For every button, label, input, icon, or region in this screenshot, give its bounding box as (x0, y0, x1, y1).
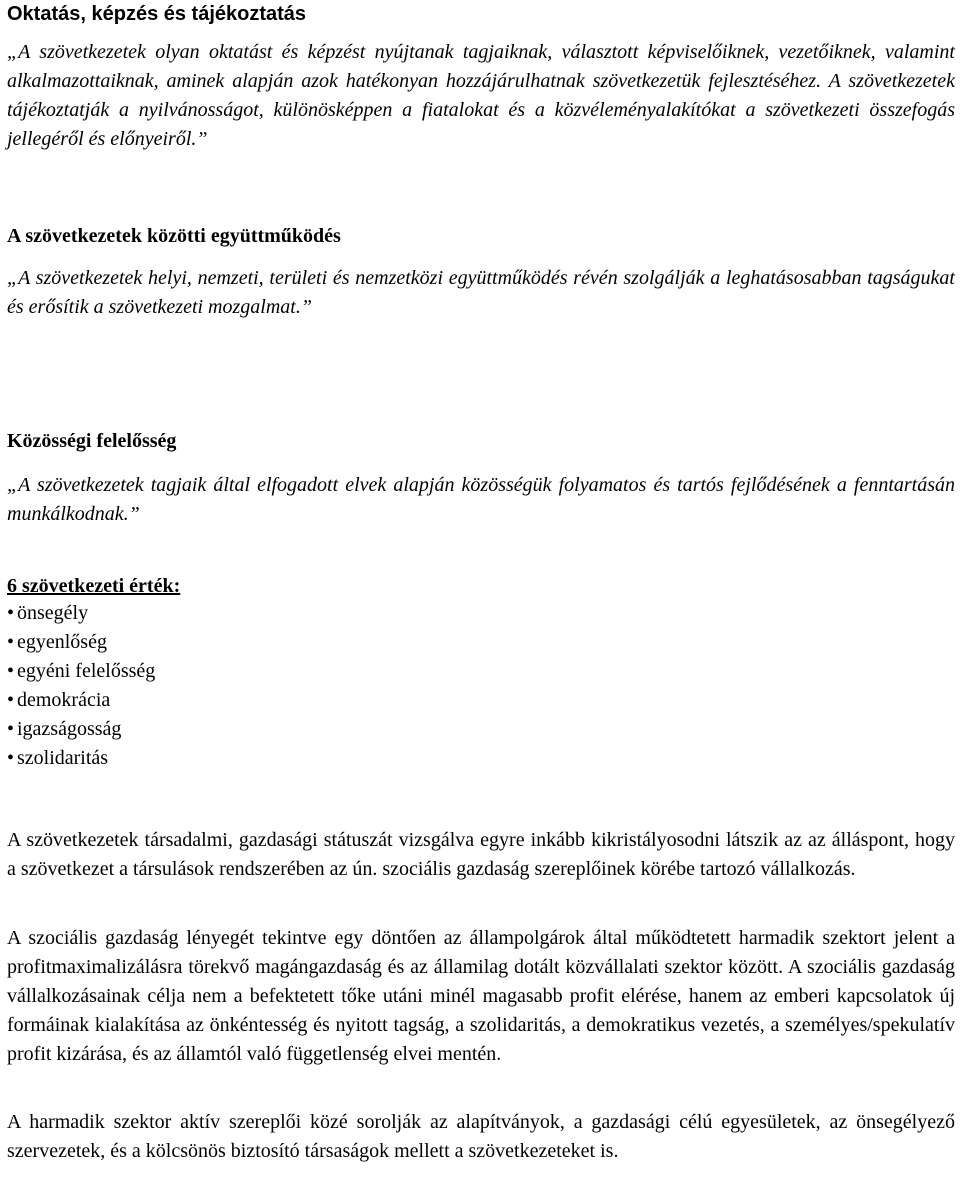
values-list (7, 599, 155, 773)
section-title-education: Oktatás, képzés és tájékoztatás (7, 3, 307, 25)
bullet-icon: • (7, 747, 15, 769)
bullet-icon: • (7, 718, 15, 740)
list-item (7, 599, 155, 628)
paragraph-social-economy: A szociális gazdaság lényegét tekintve egy döntően az állampolgárok által működtetett harmadik szektort jelent a profitmaximalizálásra törekvő magángazdaság és az államilag dotált közvállalati szektor között. A szociális gazdaság vállalkozásainak célja nem a befektetett tőke utáni minél magasabb profit elérése, hanem az emberi kapcsolatok új formáinak kialakítása az önkéntesség és nyitott tagság, a szolidaritás, a demokratikus vezetés, a személyes/spekulatív profit kizárása, és az államtól való függetlenség elvei mentén. (7, 927, 955, 1065)
bullet-icon: • (7, 660, 15, 682)
list-item (7, 715, 155, 744)
paragraph-social-status: A szövetkezetek társadalmi, gazdasági státuszát vizsgálva egyre inkább kikristályosodni látszik az az álláspont, hogy a szövetkezet a társulások rendszerében az ún. szociális gazdaság szereplőinek körébe tartozó vállalkozás. (7, 829, 955, 880)
list-item (7, 657, 155, 686)
list-item (7, 744, 155, 773)
list-item-label: egyenlőség (17, 631, 107, 653)
section-quote-cooperation: „A szövetkezetek helyi, nemzeti, területi és nemzetközi együttműködés révén szolgálják a leghatásosabban tagságukat és erősítik a szövetkezeti mozgalmat.” (7, 267, 955, 318)
list-item-label: igazságosság (17, 718, 122, 740)
list-item-label: szolidaritás (17, 747, 109, 769)
bullet-icon: • (7, 631, 15, 653)
values-heading (7, 572, 180, 600)
section-title-cooperation: A szövetkezetek közötti együttműködés (7, 225, 341, 247)
list-item (7, 628, 155, 657)
list-item (7, 686, 155, 715)
section-quote-community: „A szövetkezetek tagjaik által elfogadott elvek alapján közösségük folyamatos és tartós fejlődésének a fenntartásán munkálkodnak.” (7, 474, 955, 525)
values-heading-text: 6 szövetkezeti érték: (7, 575, 181, 597)
section-title-community: Közösségi felelősség (7, 430, 177, 452)
bullet-icon: • (7, 602, 15, 624)
section-quote-education: „A szövetkezetek olyan oktatást és képzést nyújtanak tagjaiknak, választott képviselőiknek, vezetőiknek, valamint alkalmazottaiknak, aminek alapján azok hatékonyan hozzájárulhatnak szövetkezetük fejlesztéséhez. A szövetkezetek tájékoztatják a nyilvánosságot, különösképpen a fiatalokat és a közvéleményalakítókat a szövetkezeti összefogás jellegéről és előnyeiről.” (7, 41, 955, 150)
list-item-label: önsegély (17, 602, 89, 624)
bullet-icon: • (7, 689, 15, 711)
list-item-label: demokrácia (17, 689, 111, 711)
list-item-label: egyéni felelősség (17, 660, 156, 682)
paragraph-third-sector: A harmadik szektor aktív szereplői közé sorolják az alapítványok, a gazdasági célú egyesületek, az önsegélyező szervezetek, és a kölcsönös biztosító társaságok mellett a szövetkezeteket is. (7, 1111, 955, 1162)
